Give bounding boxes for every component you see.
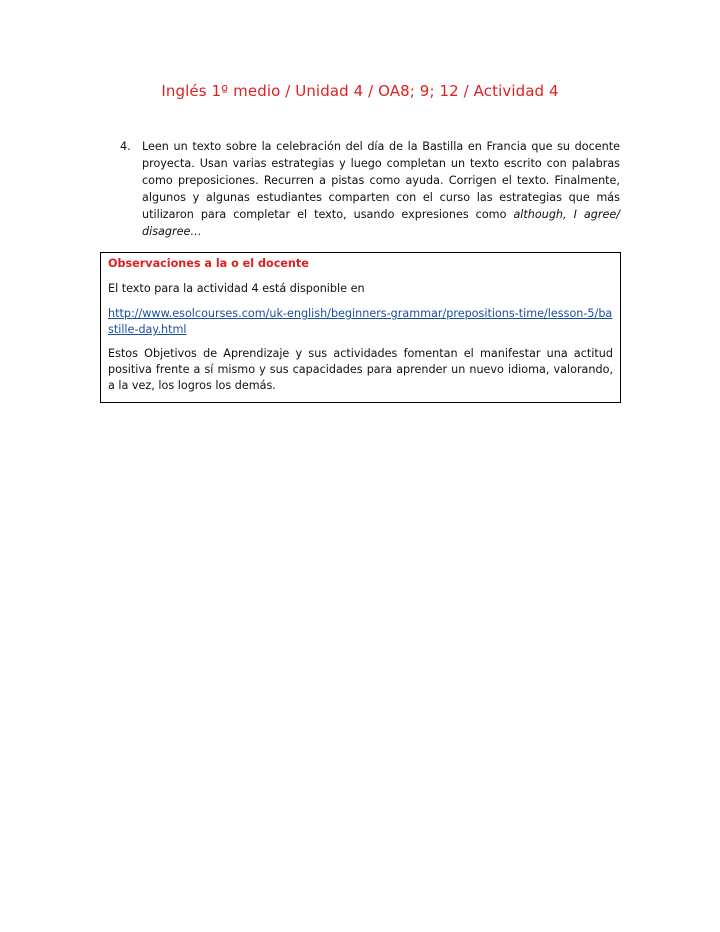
resource-link[interactable]: http://www.esolcourses.com/uk-english/beginners-grammar/prepositions-time/lesson-5/bastille-day.html — [108, 307, 613, 336]
teacher-notes-box — [100, 252, 621, 403]
activity-number: 4. — [120, 140, 131, 153]
activity-description — [142, 138, 620, 240]
teacher-notes-body: Estos Objetivos de Aprendizaje y sus actividades fomentan el manifestar una actitud positiva frente a sí mismo y sus capacidades para aprender un nuevo idioma, valorando, a la vez, los logros los demás. — [108, 347, 613, 392]
teacher-notes-intro: El texto para la actividad 4 está disponible en — [108, 282, 365, 295]
activity-text-main: Leen un texto sobre la celebración del día de la Bastilla en Francia que su docente proyecta. Usan varias estrategias y luego completan un texto escrito con palabras como preposiciones. Recurren a pistas como ayuda. Corrigen el texto. Finalmente, algunos y algunas estudiantes comparten con el curso las estrategias que más utilizaron para completar el texto, usando expresiones como — [142, 140, 620, 221]
activity-item — [120, 138, 620, 240]
page-title: Inglés 1º medio / Unidad 4 / OA8; 9; 12 / Actividad 4 — [161, 82, 559, 100]
teacher-notes-title: Observaciones a la o el docente — [108, 257, 309, 270]
activity-text-italic: although, I agree/ disagree… — [142, 208, 620, 238]
